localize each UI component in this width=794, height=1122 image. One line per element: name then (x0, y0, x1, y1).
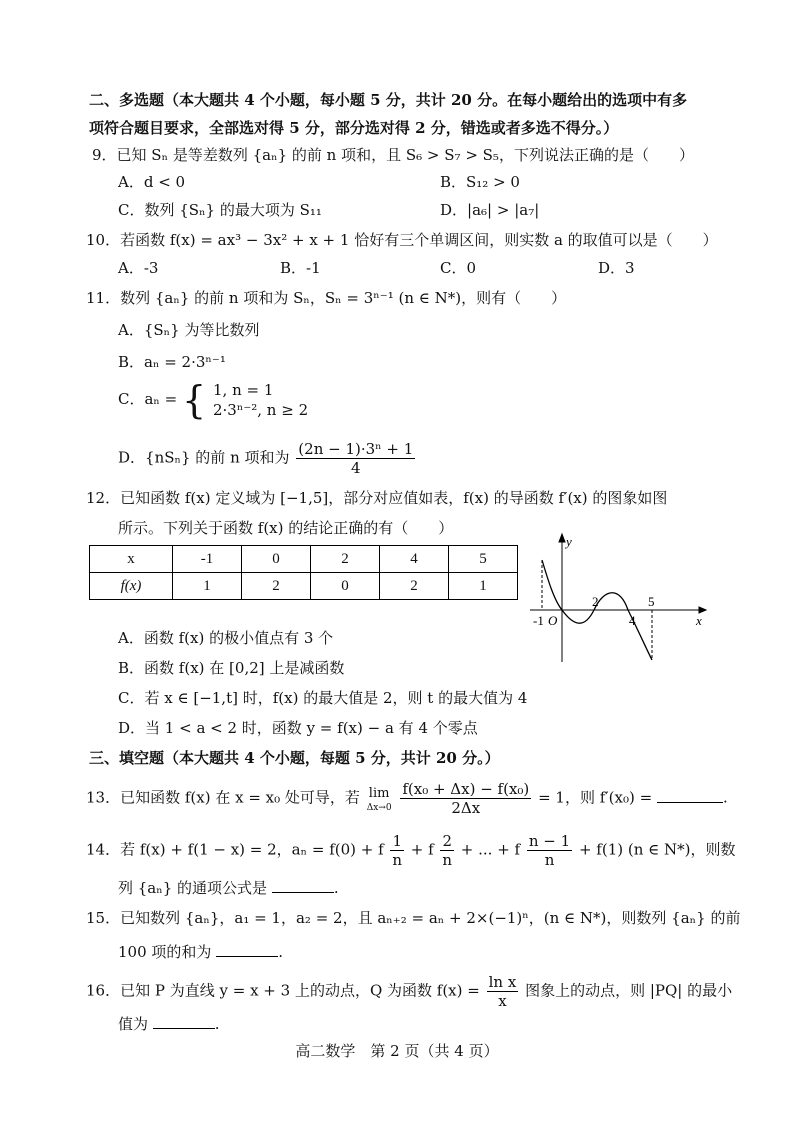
graph-label-minus1: -1 (533, 613, 544, 628)
q15-end: . (278, 943, 283, 961)
q13-numerator: f(x₀ + Δx) − f(x₀) (402, 780, 530, 798)
q11-c-case1: 1, n = 1 (213, 381, 274, 399)
table-cell: 2 (311, 546, 380, 573)
q14-line1 (86, 832, 736, 869)
q13-line (86, 780, 728, 817)
section2-heading-line2: 项符合题目要求，全部选对得 5 分，部分选对得 2 分，错选或者多选不得分。） (89, 119, 619, 137)
q16-fraction (487, 973, 519, 1010)
q13-limit (367, 785, 392, 813)
graph-label-x: x (696, 613, 702, 628)
q14-frac3-den: n (544, 851, 555, 869)
q11-option-a: A．{Sₙ} 为等比数列 (118, 321, 260, 339)
table-row (90, 573, 518, 600)
q15-line1: 15．已知数列 {aₙ}，a₁ = 1，a₂ = 2，且 aₙ₊₂ = aₙ + 2×(−1)ⁿ，(n ∈ N*)，则数列 {aₙ} 的前 (86, 909, 741, 927)
q11-d-denominator: 4 (351, 459, 361, 477)
table-cell: 5 (449, 546, 518, 573)
table-cell: 0 (311, 573, 380, 600)
q11-d-prefix: D．{nSₙ} 的前 n 项和为 (118, 448, 290, 467)
q15-line2-text: 100 项的和为 (118, 943, 212, 961)
q11-d-numerator: (2n − 1)·3ⁿ + 1 (298, 440, 414, 458)
q12-option-a: A．函数 f(x) 的极小值点有 3 个 (118, 629, 334, 647)
q12-option-c: C．若 x ∈ [−1,t] 时，f(x) 的最大值是 2，则 t 的最大值为 4 (118, 689, 528, 707)
brace-symbol: { (182, 378, 207, 422)
q11-option-c (118, 380, 308, 420)
q14-frac2 (440, 832, 454, 869)
q16-denominator: x (498, 992, 507, 1010)
q12-option-d: D．当 1 < a < 2 时，函数 y = f(x) − a 有 4 个零点 (118, 719, 478, 737)
q14-frac2-den: n (442, 851, 453, 869)
table-cell: -1 (173, 546, 242, 573)
q10-stem: 10．若函数 f(x) = ax³ − 3x² + x + 1 恰好有三个单调区间，则实数 a 的取值可以是（ ） (86, 231, 718, 249)
table-cell: 2 (380, 573, 449, 600)
section3-heading: 三、填空题（本大题共 4 个小题，每题 5 分，共计 20 分。） (89, 749, 500, 767)
q13-denominator: 2Δx (451, 799, 481, 817)
q16-pre: 16．已知 P 为直线 y = x + 3 上的动点，Q 为函数 f(x) = (86, 981, 480, 1000)
q16-line2 (118, 1012, 220, 1034)
section2-heading-line1: 二、多选题（本大题共 4 个小题，每小题 5 分，共计 20 分。在每小题给出的选项中有多 (89, 91, 688, 109)
table-cell: 2 (242, 573, 311, 600)
q16-line1 (86, 973, 732, 1010)
graph-label-origin: O (548, 613, 558, 628)
table-cell: 0 (242, 546, 311, 573)
q14-mid2: + ... + f (460, 840, 521, 859)
graph-label-4: 4 (629, 613, 636, 628)
answer-blank[interactable] (657, 786, 723, 803)
q13-lim-sub: Δx→0 (366, 802, 392, 813)
q14-frac3-num: n − 1 (528, 832, 571, 850)
q12-stem-line1: 12．已知函数 f(x) 定义域为 [−1,5]，部分对应值如表，f(x) 的导函数 f′(x) 的图象如图 (86, 489, 668, 507)
q10-option-c: C．0 (440, 259, 477, 277)
q14-mid1: + f (410, 840, 434, 859)
q11-option-d (118, 440, 417, 477)
q14-line2 (118, 876, 339, 898)
q12-option-b: B．函数 f(x) 在 [0,2] 上是减函数 (118, 659, 345, 677)
q9-option-c: C．数列 {Sₙ} 的最大项为 S₁₁ (118, 201, 322, 219)
graph-label-5: 5 (648, 594, 655, 609)
q14-end: . (333, 879, 339, 897)
q9-option-a: A．d < 0 (118, 173, 186, 191)
q14-frac1-num: 1 (392, 832, 403, 850)
q13-post: = 1，则 f′(x₀) = (538, 788, 653, 807)
q16-line2-text: 值为 (118, 1015, 149, 1033)
q12-value-table (89, 545, 518, 600)
q9-stem: 9．已知 Sₙ 是等差数列 {aₙ} 的前 n 项和，且 S₆ > S₇ > S₅，下列说法正确的是（ ） (92, 146, 694, 164)
q14-frac1-den: n (392, 851, 403, 869)
q13-pre: 13．已知函数 f(x) 在 x = x₀ 处可导，若 (86, 788, 360, 807)
q13-fraction (400, 780, 531, 817)
q16-post: 图象上的动点，则 |PQ| 的最小 (525, 981, 733, 1000)
q14-frac1 (390, 832, 404, 869)
table-cell: 1 (449, 573, 518, 600)
y-axis-arrow (559, 534, 565, 542)
q11-c-prefix: C．aₙ = (118, 390, 178, 408)
table-cell: f(x) (90, 573, 173, 600)
answer-blank[interactable] (216, 940, 278, 957)
q9-option-b: B．S₁₂ > 0 (440, 173, 520, 191)
q11-c-cases (213, 380, 308, 420)
q14-frac2-num: 2 (442, 832, 453, 850)
q13-end: . (722, 788, 728, 807)
q16-numerator: ln x (488, 973, 517, 991)
q16-end: . (214, 1015, 220, 1033)
page-footer: 高二数学 第 2 页（共 4 页） (295, 1042, 499, 1060)
q11-stem: 11．数列 {aₙ} 的前 n 项和为 Sₙ，Sₙ = 3ⁿ⁻¹ (n ∈ N*)，则有（ ） (86, 289, 567, 307)
q14-post: + f(1) (n ∈ N*)，则数 (578, 840, 736, 859)
q11-c-case2: 2·3ⁿ⁻², n ≥ 2 (213, 401, 309, 419)
graph-label-2: 2 (592, 594, 599, 609)
graph-label-y: y (566, 534, 572, 549)
axes (530, 534, 706, 662)
table-cell: 4 (380, 546, 449, 573)
q14-line2-text: 列 {aₙ} 的通项公式是 (118, 879, 268, 897)
table-cell: 1 (173, 573, 242, 600)
q14-pre: 14．若 f(x) + f(1 − x) = 2，aₙ = f(0) + f (86, 840, 384, 859)
q12-derivative-graph (528, 530, 710, 665)
table-row (90, 546, 518, 573)
q10-option-d: D．3 (598, 259, 635, 277)
q13-lim: lim (368, 785, 390, 801)
q11-d-fraction (296, 440, 415, 477)
q11-option-b: B．aₙ = 2·3ⁿ⁻¹ (118, 353, 226, 371)
table-cell: x (90, 546, 173, 573)
q12-stem-line2: 所示。下列关于函数 f(x) 的结论正确的有（ ） (118, 519, 454, 537)
q10-option-a: A．-3 (118, 259, 159, 277)
answer-blank[interactable] (153, 1012, 215, 1029)
q15-line2 (118, 940, 283, 962)
answer-blank[interactable] (272, 876, 334, 893)
q14-frac3 (527, 832, 572, 869)
q10-option-b: B．-1 (280, 259, 321, 277)
q9-option-d: D．|a₆| > |a₇| (440, 201, 540, 219)
